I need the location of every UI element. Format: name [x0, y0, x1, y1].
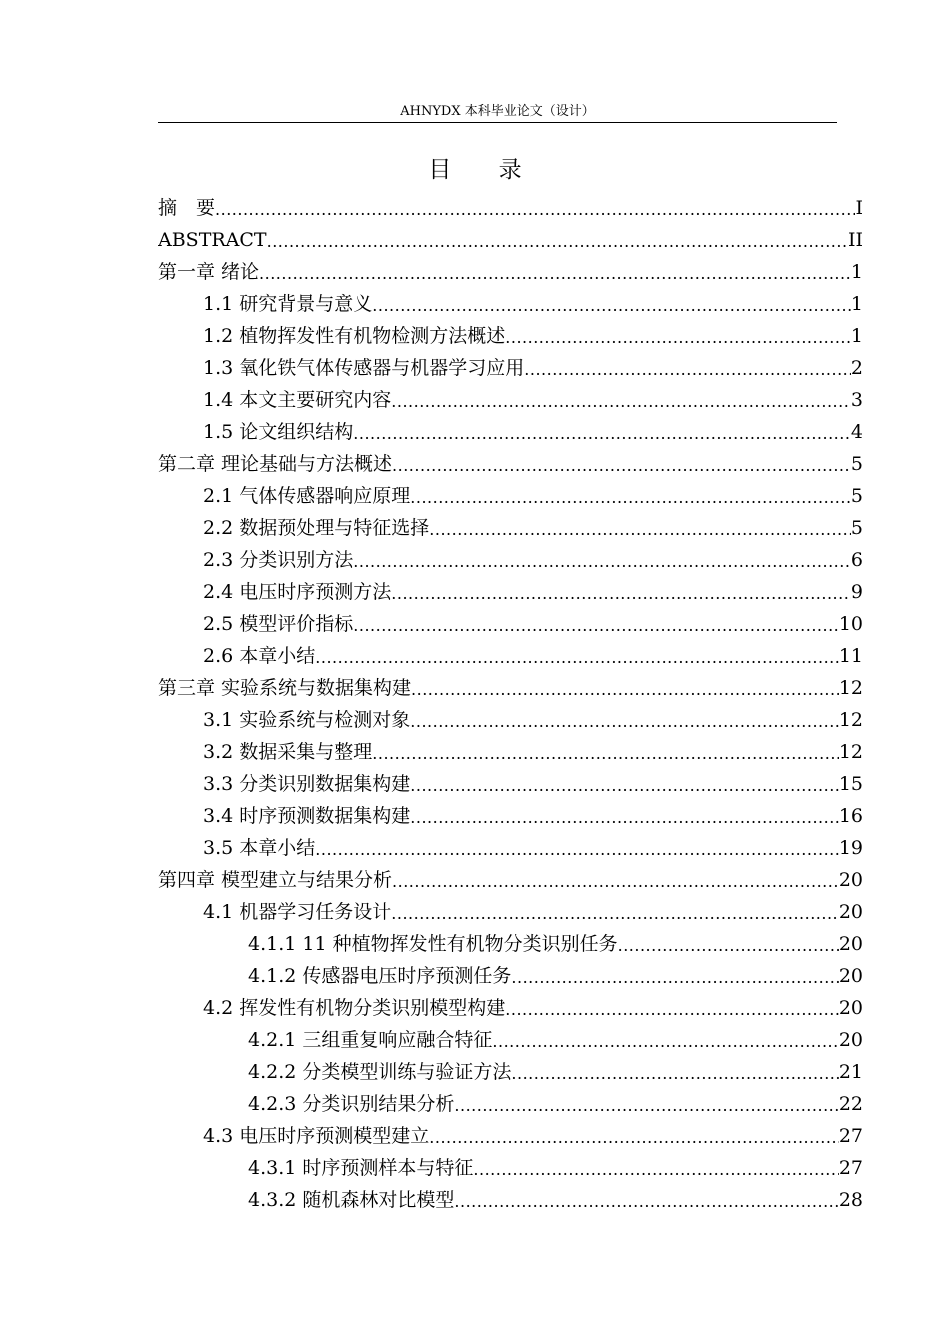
- toc-entry-label: 4.3.1 时序预测样本与特征: [248, 1157, 474, 1179]
- toc-entry[interactable]: [158, 924, 863, 956]
- toc-leader-dots: [392, 456, 851, 476]
- header-rule: [158, 122, 837, 123]
- toc-entry-label: 4.1.2 传感器电压时序预测任务: [248, 965, 512, 987]
- toc-entry-label: 1.2 植物挥发性有机物检测方法概述: [203, 325, 506, 347]
- toc-leader-dots: [353, 616, 839, 636]
- toc-entry-page: 15: [838, 773, 863, 795]
- toc-entry[interactable]: [158, 956, 863, 988]
- toc-leader-dots: [315, 648, 839, 668]
- toc-entry[interactable]: [158, 1148, 863, 1180]
- toc-leader-dots: [454, 1096, 838, 1116]
- toc-leader-dots: [372, 744, 839, 764]
- toc-leader-dots: [391, 584, 851, 604]
- toc-leader-dots: [391, 392, 851, 412]
- toc-entry-page: 28: [838, 1189, 863, 1211]
- toc-entry[interactable]: [158, 476, 863, 508]
- toc-entry-label: 第二章 理论基础与方法概述: [158, 453, 393, 475]
- toc-leader-dots: [429, 520, 851, 540]
- toc-leader-dots: [392, 872, 839, 892]
- toc-entry-label: 3.4 时序预测数据集构建: [203, 805, 411, 827]
- toc-entry-page: 10: [838, 613, 863, 635]
- toc-entry-label: 3.1 实验系统与检测对象: [203, 709, 411, 731]
- toc-entry-page: 27: [838, 1125, 863, 1147]
- toc-entry-page: 3: [850, 389, 863, 411]
- toc-entry[interactable]: [158, 1180, 863, 1212]
- toc-entry[interactable]: [158, 1116, 863, 1148]
- toc-entry-label: 4.2.1 三组重复响应融合特征: [248, 1029, 493, 1051]
- table-of-contents: [158, 188, 863, 1212]
- toc-entry-page: 11: [838, 645, 863, 667]
- toc-entry-page: 20: [838, 1029, 863, 1051]
- toc-leader-dots: [410, 712, 839, 732]
- toc-entry-label: 4.2 挥发性有机物分类识别模型构建: [203, 997, 506, 1019]
- toc-leader-dots: [315, 840, 839, 860]
- toc-leader-dots: [492, 1032, 838, 1052]
- toc-entry-label: 3.2 数据采集与整理: [203, 741, 373, 763]
- toc-entry[interactable]: [158, 348, 863, 380]
- toc-entry-page: 2: [850, 357, 863, 379]
- toc-entry[interactable]: [158, 572, 863, 604]
- toc-entry-label: ABSTRACT: [158, 229, 267, 251]
- toc-entry-page: 16: [838, 805, 863, 827]
- toc-entry-label: 4.3.2 随机森林对比模型: [248, 1189, 455, 1211]
- toc-entry-page: 22: [838, 1093, 863, 1115]
- toc-entry-label: 1.1 研究背景与意义: [203, 293, 373, 315]
- toc-leader-dots: [411, 680, 839, 700]
- toc-entry-label: 1.4 本文主要研究内容: [203, 389, 392, 411]
- toc-entry[interactable]: [158, 1052, 863, 1084]
- toc-leader-dots: [372, 296, 851, 316]
- toc-leader-dots: [391, 904, 839, 924]
- toc-leader-dots: [410, 776, 839, 796]
- toc-entry[interactable]: [158, 988, 863, 1020]
- toc-entry-page: 6: [850, 549, 863, 571]
- toc-leader-dots: [511, 1064, 838, 1084]
- toc-leader-dots: [353, 552, 851, 572]
- toc-entry-page: I: [855, 197, 863, 219]
- toc-leader-dots: [505, 328, 851, 348]
- toc-entry[interactable]: [158, 316, 863, 348]
- toc-entry-page: 9: [850, 581, 863, 603]
- toc-entry[interactable]: [158, 284, 863, 316]
- toc-entry[interactable]: [158, 220, 863, 252]
- toc-entry[interactable]: [158, 380, 863, 412]
- toc-entry-page: 21: [838, 1061, 863, 1083]
- toc-entry[interactable]: [158, 860, 863, 892]
- toc-leader-dots: [267, 232, 848, 252]
- toc-entry-label: 摘 要: [158, 197, 216, 219]
- toc-entry-page: 20: [838, 869, 863, 891]
- toc-entry-page: 12: [838, 709, 863, 731]
- toc-entry-page: 4: [850, 421, 863, 443]
- toc-entry[interactable]: [158, 732, 863, 764]
- toc-entry-page: 1: [850, 325, 863, 347]
- toc-leader-dots: [410, 488, 851, 508]
- toc-entry[interactable]: [158, 892, 863, 924]
- toc-leader-dots: [618, 936, 839, 956]
- toc-entry-label: 4.1 机器学习任务设计: [203, 901, 392, 923]
- toc-entry[interactable]: [158, 796, 863, 828]
- toc-entry-label: 第一章 绪论: [158, 261, 260, 283]
- toc-entry[interactable]: [158, 604, 863, 636]
- toc-entry[interactable]: [158, 540, 863, 572]
- toc-entry-page: 12: [838, 741, 863, 763]
- toc-entry[interactable]: [158, 252, 863, 284]
- toc-entry-label: 4.2.3 分类识别结果分析: [248, 1093, 455, 1115]
- toc-entry-page: 1: [850, 261, 863, 283]
- toc-entry-label: 2.5 模型评价指标: [203, 613, 354, 635]
- toc-entry-label: 3.3 分类识别数据集构建: [203, 773, 411, 795]
- toc-entry-label: 2.3 分类识别方法: [203, 549, 354, 571]
- toc-entry[interactable]: [158, 700, 863, 732]
- page-title: 目 录: [428, 157, 542, 183]
- toc-entry[interactable]: [158, 412, 863, 444]
- toc-entry-page: 1: [850, 293, 863, 315]
- toc-entry-label: 2.6 本章小结: [203, 645, 316, 667]
- toc-entry-page: 5: [850, 485, 863, 507]
- toc-entry-label: 第三章 实验系统与数据集构建: [158, 677, 412, 699]
- running-header: AHNYDX 本科毕业论文（设计）: [400, 104, 595, 119]
- toc-entry-page: 20: [838, 965, 863, 987]
- toc-entry-page: 5: [850, 453, 863, 475]
- toc-leader-dots: [511, 968, 838, 988]
- toc-entry-label: 4.2.2 分类模型训练与验证方法: [248, 1061, 512, 1083]
- toc-entry-label: 3.5 本章小结: [203, 837, 316, 859]
- toc-entry[interactable]: [158, 444, 863, 476]
- toc-entry-label: 2.4 电压时序预测方法: [203, 581, 392, 603]
- toc-entry[interactable]: [158, 636, 863, 668]
- toc-leader-dots: [410, 808, 839, 828]
- toc-entry[interactable]: [158, 188, 863, 220]
- toc-entry-page: 27: [838, 1157, 863, 1179]
- toc-entry-page: 20: [838, 997, 863, 1019]
- toc-leader-dots: [524, 360, 851, 380]
- toc-entry[interactable]: [158, 508, 863, 540]
- toc-entry-page: 20: [838, 933, 863, 955]
- toc-entry-page: 12: [838, 677, 863, 699]
- toc-entry-label: 第四章 模型建立与结果分析: [158, 869, 393, 891]
- toc-entry-page: 19: [838, 837, 863, 859]
- toc-entry[interactable]: [158, 828, 863, 860]
- toc-entry[interactable]: [158, 1020, 863, 1052]
- toc-leader-dots: [429, 1128, 839, 1148]
- toc-entry-label: 4.3 电压时序预测模型建立: [203, 1125, 430, 1147]
- toc-entry-label: 1.5 论文组织结构: [203, 421, 354, 443]
- toc-entry[interactable]: [158, 668, 863, 700]
- toc-leader-dots: [505, 1000, 839, 1020]
- toc-entry-page: 20: [838, 901, 863, 923]
- toc-entry-label: 1.3 氧化铁气体传感器与机器学习应用: [203, 357, 525, 379]
- toc-entry-label: 2.1 气体传感器响应原理: [203, 485, 411, 507]
- toc-leader-dots: [454, 1192, 838, 1212]
- toc-entry-page: II: [847, 229, 863, 251]
- toc-entry-label: 4.1.1 11 种植物挥发性有机物分类识别任务: [248, 933, 618, 955]
- toc-leader-dots: [473, 1160, 838, 1180]
- toc-entry[interactable]: [158, 764, 863, 796]
- toc-leader-dots: [259, 264, 851, 284]
- toc-entry-page: 5: [850, 517, 863, 539]
- toc-leader-dots: [353, 424, 851, 444]
- toc-entry[interactable]: [158, 1084, 863, 1116]
- toc-leader-dots: [215, 200, 855, 220]
- toc-entry-label: 2.2 数据预处理与特征选择: [203, 517, 430, 539]
